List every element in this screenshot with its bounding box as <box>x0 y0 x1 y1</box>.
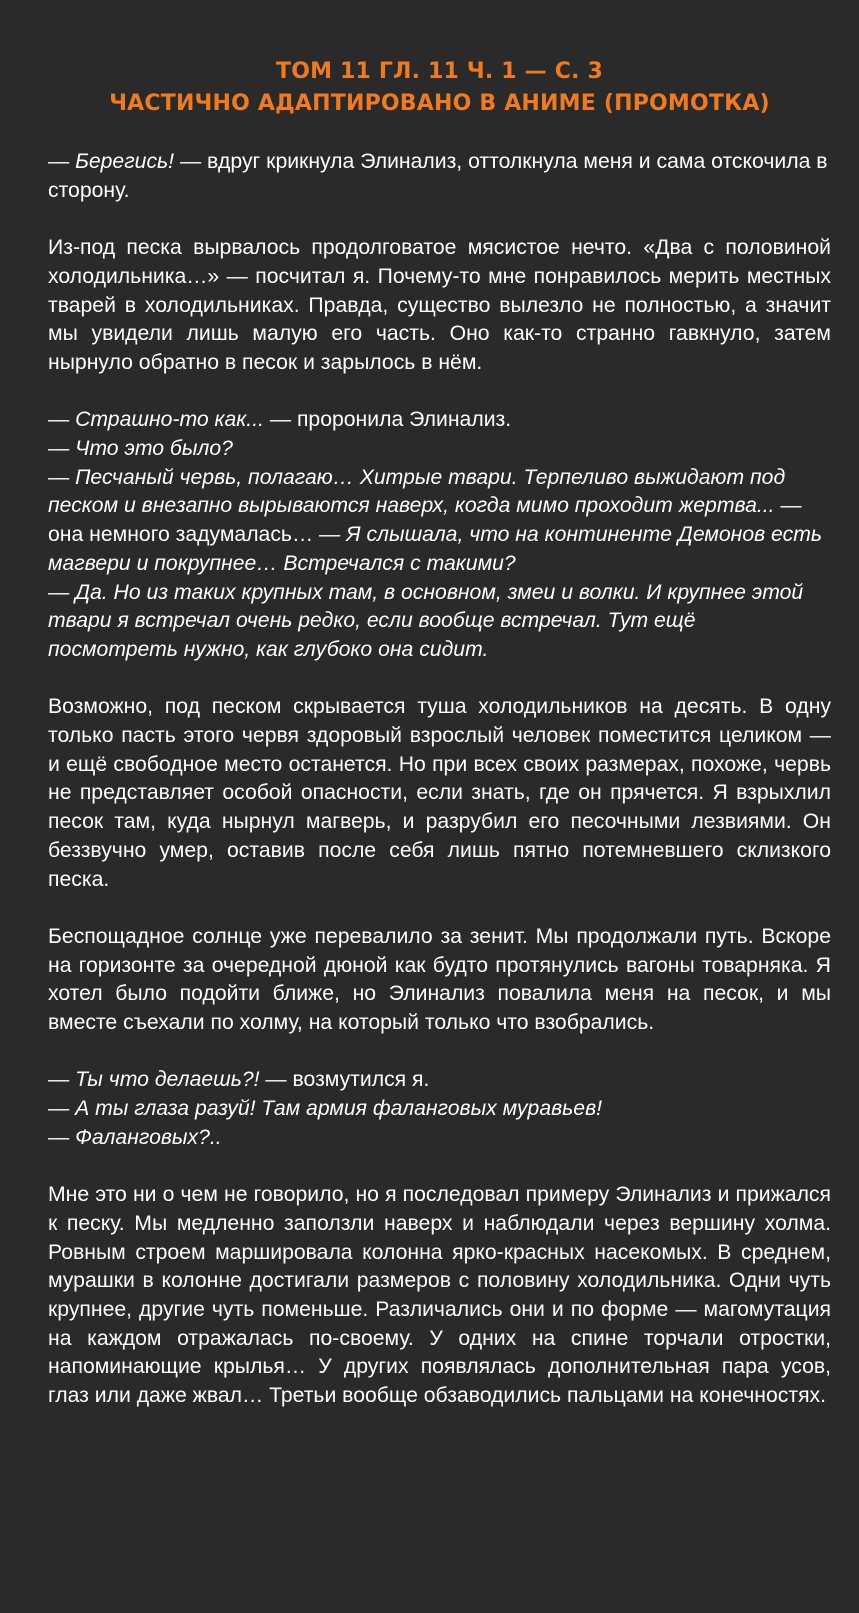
chapter-heading-line-1: ТОМ 11 ГЛ. 11 Ч. 1 — С. 3 <box>275 59 603 84</box>
dialogue-line: — Да. Но из таких крупных там, в основном, змеи и волки. И крупнее этой твари я встречал очень редко, если вообще встречал. Тут ещё посмотреть нужно, как глубоко она сидит. <box>48 580 804 661</box>
dialogue-line: — Что это было? <box>48 437 233 460</box>
dialogue-narration: — проронила Элинализ. <box>263 408 512 432</box>
dialogue-narration: — вдруг крикнула Элинализ, оттолкнула меня и сама отскочила в сторону. <box>48 150 828 202</box>
dialogue-speech: — Я слышала, что на континенте Демонов есть магвери и покрупнее… Встречался с такими? <box>48 523 822 575</box>
dialogue-line: — А ты глаза разуй! Там армия фаланговых муравьев! <box>48 1097 603 1121</box>
dialogue-narration: — она немного задумалась… <box>48 494 802 547</box>
paragraph-2: Возможно, под песком скрывается туша холодильников на десять. В одну только пасть этого червя здоровый взрослый человек поместится целиком — и ещё свободное место останется. Но при всех своих размерах, похоже, червь не представляет особой опасности, если знать, где он прячется. Я взрыхлил песок там, куда нырнул магверь, и разрубил его песочными лезвиями. Он беззвучно умер, оставив после себя лишь пятно потемневшего склизкого песка. <box>48 695 831 891</box>
chapter-heading-line-2: ЧАСТИЧНО АДАПТИРОВАНО В АНИМЕ (ПРОМОТКА) <box>109 91 770 116</box>
dialogue-block-1 <box>48 148 831 205</box>
dialogue-line <box>48 406 831 435</box>
dialogue-speech: — Берегись! <box>48 150 175 173</box>
dialogue-line <box>48 464 831 579</box>
dialogue-block-2 <box>48 406 831 664</box>
paragraph-1: Из-под песка вырвалось продолговатое мясистое нечто. «Два с половиной холодильника…» — посчитал я. Почему-то мне понравилось мерить местных тварей в холодильниках. Правда, существо вылезло не полностью, а значит мы увидели лишь малую его часть. Оно как-то странно гавкнуло, затем нырнуло обратно в песок и зарылось в нём. <box>48 236 831 374</box>
dialogue-block-3 <box>48 1066 831 1152</box>
dialogue-speech: — Страшно-то как... <box>48 408 264 432</box>
dialogue-narration: — возмутился я. <box>259 1068 430 1092</box>
dialogue-line: — Фаланговых?.. <box>48 1125 222 1149</box>
paragraph-3: Беспощадное солнце уже перевалило за зенит. Мы продолжали путь. Вскоре на горизонте за очередной дюной как будто протянулись вагоны товарняка. Я хотел было подойти ближе, но Элинализ повалила меня на песок, и мы вместе съехали по холму, на который только что взобрались. <box>48 924 831 1035</box>
paragraph-4: Мне это ни о чем не говорило, но я последовал примеру Элинализ и прижался к песку. Мы медленно заползли наверх и наблюдали через вершину холма. Ровным строем маршировала колонна ярко-красных насекомых. В среднем, мурашки в колонне достигали размеров с половину холодильника. Одни чуть крупнее, другие чуть поменьше. Различались они и по форме — магомутация на каждом отражалась по-своему. У одних на спине торчали отростки, напоминающие крылья… У других появлялась дополнительная пара усов, глаз или даже жвал… Третьи вообще обзаводились пальцами на конечностях. <box>48 1183 831 1408</box>
dialogue-line <box>48 148 831 205</box>
dialogue-line <box>48 1066 831 1095</box>
dialogue-speech: — Песчаный червь, полагаю… Хитрые твари. Терпеливо выжидают под песком и внезапно вырываются наверх, когда мимо проходит жертва... <box>48 465 786 518</box>
chapter-text <box>48 148 831 1411</box>
dialogue-speech: — Ты что делаешь?! <box>48 1068 260 1092</box>
chapter-heading <box>48 56 831 120</box>
